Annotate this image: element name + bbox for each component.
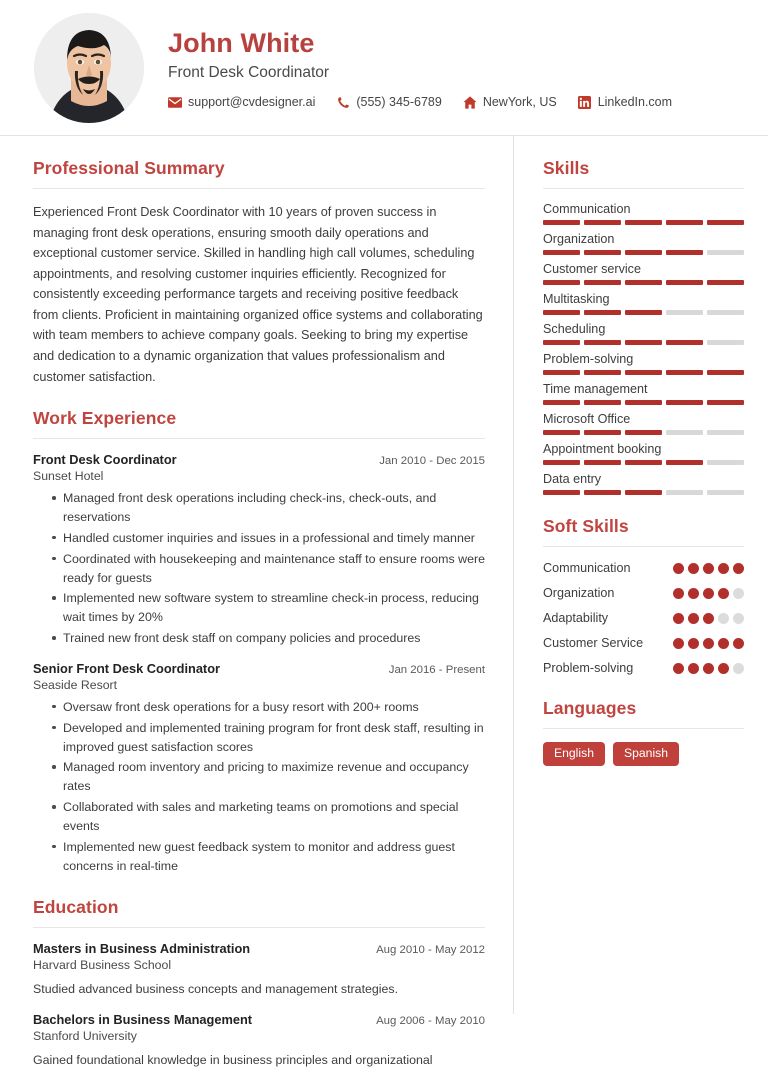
skill-segment [584, 400, 621, 405]
rating-dot [673, 588, 684, 599]
skill-segment [625, 460, 662, 465]
skill-label: Problem-solving [543, 352, 634, 366]
summary-text: Experienced Front Desk Coordinator with 10 years of proven success in managing front desk operations, ensuring smooth daily operations and exceptional customer service. Skilled in handling high call volumes, scheduling appointments, and resolving customer inquiries efficiently. Recognized for consistently exceeding performance targets and receiving positive feedback from clients. Proficient in maintaining organized office systems and collaborating with team members to achieve company goals. Seeking to bring my expertise and dedication to a dynamic organization that values professionalism and customer satisfaction. [33, 205, 483, 384]
skills-heading: Skills [543, 158, 744, 189]
soft-skills-list [543, 560, 744, 677]
skill-segment [707, 310, 744, 315]
contact-location[interactable] [463, 95, 557, 109]
skill-label: Multitasking [543, 292, 610, 306]
contact-location-label: NewYork, US [482, 95, 557, 110]
contact-linkedin-label: LinkedIn.com [597, 95, 673, 110]
home-icon [463, 95, 477, 109]
contact-email[interactable] [168, 95, 315, 109]
skill-label: Organization [543, 232, 615, 246]
rating-dot [733, 638, 744, 649]
education-degree: Bachelors in Business Management [33, 1011, 253, 1027]
work-org: Seaside Resort [33, 677, 118, 692]
skill-segment [543, 430, 580, 435]
education-description: Gained foundational knowledge in business principles and organizational [33, 1052, 433, 1067]
work-bullets [33, 698, 485, 876]
education-entry [33, 941, 485, 999]
skill-segment [584, 280, 621, 285]
rating-dot [673, 563, 684, 574]
education-date: Aug 2010 - May 2012 [376, 943, 485, 956]
linkedin-icon [578, 95, 592, 109]
skill-label: Data entry [543, 472, 602, 486]
envelope-icon [168, 95, 182, 109]
section-languages [543, 698, 744, 765]
page-title: John White [168, 27, 315, 58]
work-heading: Work Experience [33, 408, 485, 439]
skill-label: Microsoft Office [543, 412, 631, 426]
soft-skill-label: Customer Service [543, 635, 644, 650]
rating-dot [703, 563, 714, 574]
skill-segment [543, 400, 580, 405]
work-entry [33, 452, 485, 648]
list-item: Implemented new guest feedback system to monitor and address guest concerns in real-time [52, 838, 485, 876]
skill-row [543, 232, 744, 255]
skill-segment [625, 400, 662, 405]
skill-segment [707, 280, 744, 285]
skill-label: Scheduling [543, 322, 606, 336]
skill-segment [543, 460, 580, 465]
section-work-experience [33, 408, 485, 875]
skill-segment [543, 280, 580, 285]
soft-skill-label: Adaptability [543, 610, 609, 625]
rating-dot [688, 663, 699, 674]
skill-segment [625, 370, 662, 375]
skill-segment [584, 430, 621, 435]
languages-heading: Languages [543, 698, 744, 729]
skill-level-bar [543, 340, 744, 345]
soft-skill-rating [673, 610, 744, 624]
work-entry-head [33, 452, 485, 467]
skill-level-bar [543, 310, 744, 315]
skill-segment [666, 490, 703, 495]
skill-segment [543, 490, 580, 495]
skill-row [543, 382, 744, 405]
rating-dot [733, 588, 744, 599]
rating-dot [703, 638, 714, 649]
skill-label: Communication [543, 202, 631, 216]
sidebar-column [514, 136, 768, 1014]
skill-row [543, 322, 744, 345]
education-description: Studied advanced business concepts and management strategies. [33, 981, 399, 996]
profile-photo-icon [34, 13, 144, 123]
section-education [33, 897, 485, 1070]
resume-header [0, 0, 768, 136]
skill-segment [584, 460, 621, 465]
skill-segment [543, 310, 580, 315]
soft-skill-row [543, 610, 744, 628]
rating-dot [718, 563, 729, 574]
skill-level-bar [543, 280, 744, 285]
phone-icon [336, 95, 350, 109]
skill-row [543, 292, 744, 315]
rating-dot [688, 638, 699, 649]
list-item: Managed room inventory and pricing to maximize revenue and occupancy rates [52, 758, 485, 796]
soft-skill-row [543, 585, 744, 603]
education-degree: Masters in Business Administration [33, 940, 251, 956]
soft-skill-label: Communication [543, 561, 631, 575]
skill-segment [666, 460, 703, 465]
list-item: Handled customer inquiries and issues in a professional and timely manner [52, 529, 485, 548]
rating-dot [718, 663, 729, 674]
education-entry [33, 1012, 485, 1070]
languages-list [543, 742, 744, 765]
skill-row [543, 472, 744, 495]
skill-segment [625, 430, 662, 435]
job-title: Front Desk Coordinator [168, 64, 330, 82]
soft-skills-heading: Soft Skills [543, 516, 744, 547]
skill-row [543, 262, 744, 285]
education-date: Aug 2006 - May 2010 [376, 1014, 485, 1027]
contact-phone-label: (555) 345-6789 [356, 95, 442, 110]
skill-row [543, 202, 744, 225]
skill-segment [707, 220, 744, 225]
skill-segment [543, 220, 580, 225]
skill-segment [666, 370, 703, 375]
skill-level-bar [543, 220, 744, 225]
skills-list [543, 202, 744, 495]
skill-segment [625, 250, 662, 255]
section-soft-skills [543, 516, 744, 677]
skill-segment [707, 370, 744, 375]
rating-dot [673, 663, 684, 674]
skill-level-bar [543, 370, 744, 375]
skill-segment [666, 280, 703, 285]
skill-label: Appointment booking [543, 442, 662, 456]
skill-level-bar [543, 490, 744, 495]
work-role: Front Desk Coordinator [33, 452, 177, 468]
soft-skill-label: Organization [543, 585, 615, 600]
education-school: Harvard Business School [33, 957, 172, 972]
soft-skill-row [543, 660, 744, 678]
skill-segment [666, 340, 703, 345]
skill-segment [666, 250, 703, 255]
skill-segment [707, 400, 744, 405]
skill-segment [625, 220, 662, 225]
soft-skill-rating [673, 660, 744, 674]
rating-dot [703, 588, 714, 599]
skill-segment [625, 310, 662, 315]
skill-segment [707, 340, 744, 345]
contact-list [168, 95, 738, 109]
rating-dot [718, 588, 729, 599]
rating-dot [733, 663, 744, 674]
contact-phone[interactable] [336, 95, 441, 109]
education-entry-head [33, 1012, 485, 1027]
skill-segment [625, 490, 662, 495]
education-school: Stanford University [33, 1028, 137, 1043]
rating-dot [718, 613, 729, 624]
list-item: Developed and implemented training program for front desk staff, resulting in improved guest satisfaction scores [52, 719, 485, 757]
contact-email-label: support@cvdesigner.ai [188, 95, 316, 110]
rating-dot [703, 613, 714, 624]
main-column [0, 136, 514, 1067]
rating-dot [733, 563, 744, 574]
education-heading: Education [33, 897, 485, 928]
language-chip: English [543, 742, 605, 765]
soft-skill-rating [673, 560, 744, 574]
list-item: Trained new front desk staff on company policies and procedures [52, 629, 485, 648]
skill-row [543, 442, 744, 465]
skill-segment [707, 430, 744, 435]
list-item: Collaborated with sales and marketing teams on promotions and special events [52, 798, 485, 836]
rating-dot [688, 563, 699, 574]
skill-segment [666, 220, 703, 225]
work-org: Sunset Hotel [33, 469, 104, 484]
skill-segment [584, 490, 621, 495]
resume-body [0, 136, 768, 1067]
skill-label: Time management [543, 382, 648, 396]
contact-linkedin[interactable] [578, 95, 672, 109]
skill-segment [584, 370, 621, 375]
skill-segment [666, 310, 703, 315]
work-date: Jan 2016 - Present [388, 663, 485, 676]
skill-segment [584, 310, 621, 315]
skill-row [543, 412, 744, 435]
skill-level-bar [543, 250, 744, 255]
rating-dot [703, 663, 714, 674]
section-professional-summary [33, 158, 485, 387]
skill-segment [543, 250, 580, 255]
rating-dot [688, 613, 699, 624]
soft-skill-row [543, 635, 744, 653]
skill-label: Customer service [543, 262, 641, 276]
skill-level-bar [543, 460, 744, 465]
skill-segment [707, 460, 744, 465]
skill-segment [625, 340, 662, 345]
rating-dot [718, 638, 729, 649]
list-item: Oversaw front desk operations for a busy resort with 200+ rooms [52, 698, 485, 717]
language-chip: Spanish [613, 742, 679, 765]
skill-segment [666, 400, 703, 405]
avatar [34, 13, 144, 123]
skill-segment [584, 220, 621, 225]
education-entry-head [33, 941, 485, 956]
rating-dot [673, 638, 684, 649]
soft-skill-row [543, 560, 744, 578]
rating-dot [688, 588, 699, 599]
skill-segment [707, 490, 744, 495]
skill-segment [543, 340, 580, 345]
header-text-block [168, 26, 738, 109]
work-role: Senior Front Desk Coordinator [33, 660, 220, 676]
skill-segment [625, 280, 662, 285]
rating-dot [733, 613, 744, 624]
skill-segment [543, 370, 580, 375]
skill-segment [584, 250, 621, 255]
soft-skill-rating [673, 585, 744, 599]
list-item: Coordinated with housekeeping and maintenance staff to ensure rooms were ready for guests [52, 550, 485, 588]
work-entry [33, 661, 485, 876]
skill-row [543, 352, 744, 375]
list-item: Implemented new software system to streamline check-in process, reducing wait times by 20% [52, 589, 485, 627]
summary-heading: Professional Summary [33, 158, 485, 189]
skill-segment [666, 430, 703, 435]
skill-level-bar [543, 430, 744, 435]
work-entry-head [33, 661, 485, 676]
skill-level-bar [543, 400, 744, 405]
work-date: Jan 2010 - Dec 2015 [379, 455, 485, 468]
list-item: Managed front desk operations including check-ins, check-outs, and reservations [52, 489, 485, 527]
rating-dot [673, 613, 684, 624]
skill-segment [707, 250, 744, 255]
soft-skill-label: Problem-solving [543, 660, 634, 675]
section-skills [543, 158, 744, 495]
skill-segment [584, 340, 621, 345]
soft-skill-rating [673, 635, 744, 649]
work-bullets [33, 489, 485, 648]
